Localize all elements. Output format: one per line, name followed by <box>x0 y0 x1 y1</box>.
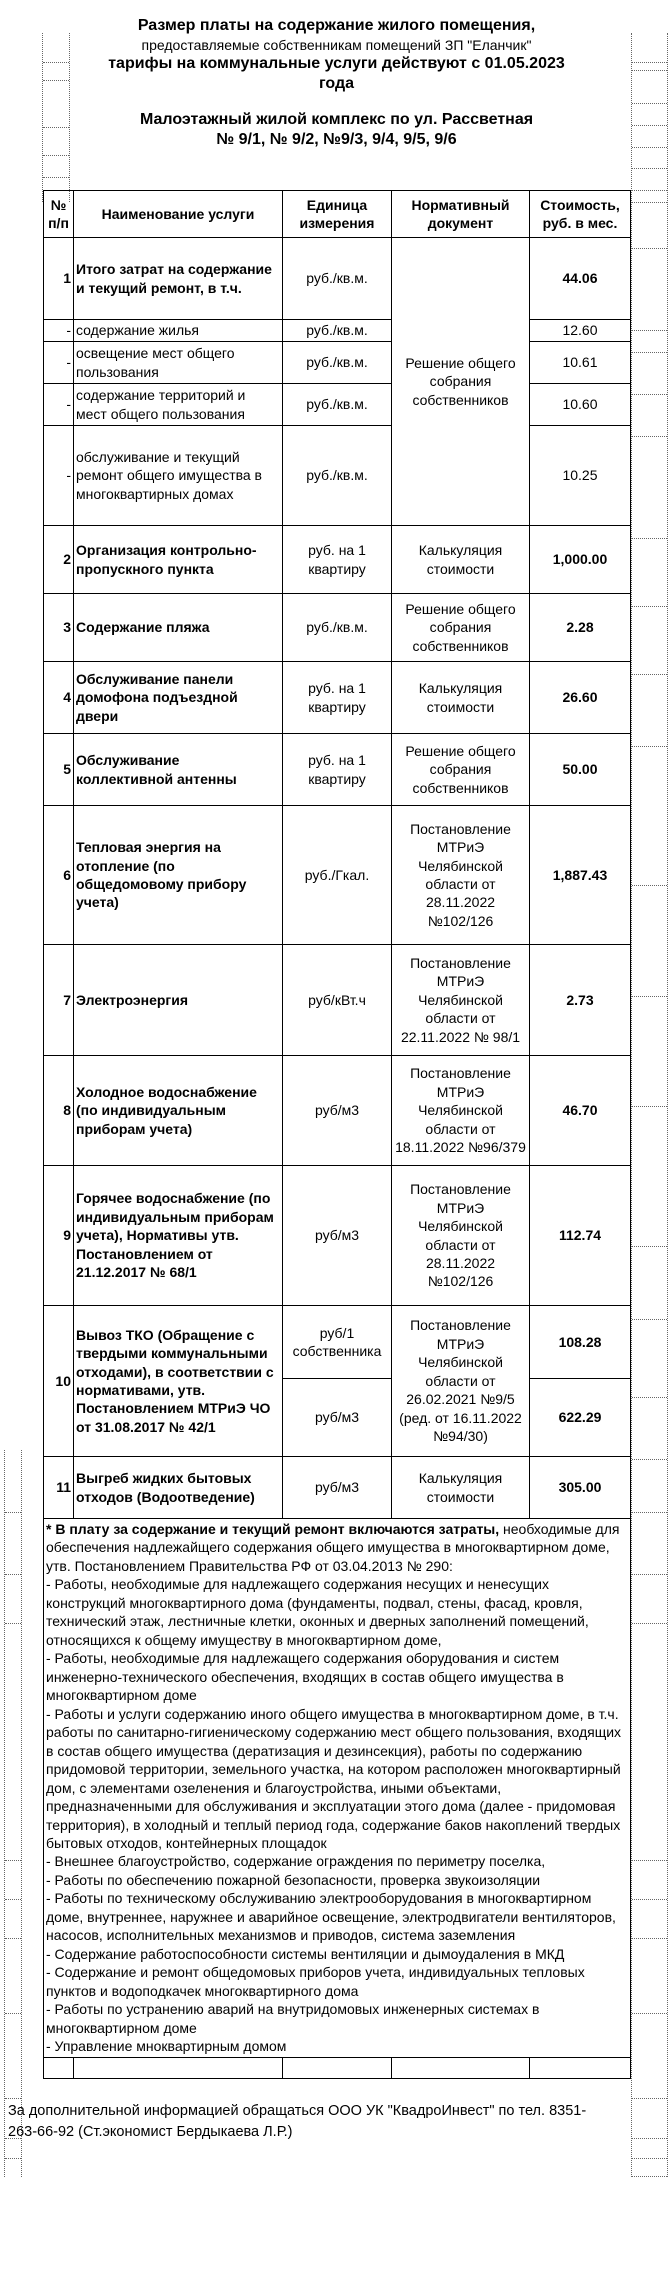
column-header-1: Наименование услуги <box>74 191 283 238</box>
column-header-3: Нормативный документ <box>392 191 530 238</box>
gridline-tick <box>632 1512 667 1513</box>
cell-unit: руб./кв.м. <box>283 594 392 662</box>
gridline-tick <box>632 436 667 437</box>
gridline-tick <box>632 674 667 675</box>
empty-bottom-row <box>44 2057 631 2078</box>
page-subtitle: предоставляемые собственникам помещений ЗП "Еланчик" <box>141 37 532 53</box>
cell-unit: руб/м3 <box>283 1457 392 1519</box>
house-numbers: № 9/1, № 9/2, №9/3, 9/4, 9/5, 9/6 <box>216 131 457 148</box>
cell-name: Итого затрат на содержание и текущий ремонт, в т.ч. <box>74 238 283 320</box>
gridline-tick <box>632 1623 667 1624</box>
cell-doc: Постановление МТРиЭ Челябинской области от 28.11.2022 №102/126 <box>392 806 530 945</box>
cell-unit: руб./кв.м. <box>283 342 392 384</box>
footnote-item: - Управление мноквартирным домом <box>46 2038 287 2055</box>
table-row <box>44 662 631 734</box>
column-header-4: Стоимость, руб. в мес. <box>530 191 631 238</box>
gridline-tick <box>5 1512 21 1513</box>
cell-num: - <box>44 320 74 342</box>
cell-num: 8 <box>44 1056 74 1166</box>
cell-name: Организация контрольно-пропускного пункта <box>74 526 283 594</box>
cell-name: Горячее водоснабжение (по индивидуальным приборам учета), Нормативы утв. Постановлением от 21.12.2017 № 68/1 <box>74 1166 283 1306</box>
table-row <box>44 426 631 526</box>
cell-unit: руб./Гкал. <box>283 806 392 945</box>
gridline-tick <box>632 2098 667 2099</box>
cell-cost: 26.60 <box>530 662 631 734</box>
gridline-tick <box>632 330 667 331</box>
cell-name: Обслуживание панели домофона подъездной двери <box>74 662 283 734</box>
gridline-tick <box>632 1860 667 1861</box>
cell-num: 4 <box>44 662 74 734</box>
cell-doc: Постановление МТРиЭ Челябинской области от 26.02.2021 №9/5 (ред. от 16.11.2022 №94/30) <box>392 1306 530 1457</box>
tariff-effective-date-line: тарифы на коммунальные услуги действуют с 01.05.2023 <box>108 55 565 72</box>
cell-unit: руб/м3 <box>283 1056 392 1166</box>
gridline-strip-right <box>631 33 668 2177</box>
cell-unit: руб. на 1 квартиру <box>283 662 392 734</box>
cell-cost: 44.06 <box>530 238 631 320</box>
empty-cell <box>530 2057 631 2078</box>
cell-unit: руб/м3 <box>283 1166 392 1306</box>
gridline-tick <box>632 2158 667 2159</box>
gridline-tick <box>632 248 667 249</box>
cell-num: 3 <box>44 594 74 662</box>
footnote-text: * В плату за содержание и текущий ремонт включаются затраты, необходимые для обеспечения надлежайщего содержания общего имущества в многоквартирном доме, утв. Постановлением Правительства РФ от 03.04.2013 № 290: - Работы, необходимые для надлежащего содержания несущих и ненесущих конструкций многоквартирного дома (фундаменты, подвал, стены, фасад, кровля, технический этаж, лестничные клетки, оконных и дверных заполнений помещений, относящихся к общему имуществу в многоквартирном доме, - Работы, необходимые для надлежащего содержания оборудования и систем инженерно-технического обеспечения, входящих в состав общего имущества в многоквартирном доме - Работы и услуги содержанию иного общего имущества в многоквартирном доме, в т.ч. работы по санитарно-гигиеническому содержанию мест общего пользования, входящих в состав общего имущества (дератизация и дезинсекция), работы по содержанию придомовой территории, земельного участка, на котором расположен многоквартирный дом, с элементами озеленения и благоустройства, иными объектами, предназначенными для обслуживания и эксплуатации этого дома (далее - придомовая территория), в холодный и теплый период года, содержание баков накоплений твердых бытовых отходов, контейнерных площадок - Внешнее благоустройство, содержание ограждения по периметру поселка, - Работы по обеспечению пожарной безопасности, проверка звукоизоляции - Работы по техническому обслуживанию электрооборудования в многоквартирном доме, внутреннее, наружнее и аварийное освещение, электродвигатели вентиляторов, насосов, исполнительных механизмов и приводов, система заземления - Содержание работоспособности системы вентиляции и дымоудаления в МКД - Содержание и ремонт общедомовых приборов учета, индивидуальных тепловых пунктов и водоподкачек многоквартирного дома - Работы по устранению аварий на внутридомовых инженерных системах в многоквартирном доме - Управление мноквартирным домом <box>44 1519 631 2058</box>
cell-num: 11 <box>44 1457 74 1519</box>
cell-unit: руб./кв.м. <box>283 320 392 342</box>
gridline-tick <box>632 1397 667 1398</box>
table-row <box>44 238 631 320</box>
gridline-tick <box>632 1899 667 1900</box>
cell-name: Обслуживание коллективной антенны <box>74 734 283 806</box>
cell-name: Тепловая энергия на отопление (по общедомовому прибору учета) <box>74 806 283 945</box>
cell-num: 7 <box>44 945 74 1056</box>
cell-name: освещение мест общего пользования <box>74 342 283 384</box>
footnote-item: - Внешнее благоустройство, содержание ограждения по периметру поселка, <box>46 1853 546 1870</box>
cell-doc: Решение общего собрания собственников <box>392 238 530 526</box>
gridline-tick <box>632 202 667 203</box>
cell-cost: 46.70 <box>530 1056 631 1166</box>
table-row <box>44 384 631 426</box>
empty-cell <box>44 2057 74 2078</box>
footnote-item: - Работы по техническому обслуживанию электрооборудования в многоквартирном доме, внутреннее, наружнее и аварийное освещение, электродвигатели вентиляторов, насосов, исполнительных механизмов и приводов, система заземления <box>46 1890 616 1944</box>
gridline-tick <box>5 2098 21 2099</box>
cell-cost: 50.00 <box>530 734 631 806</box>
document-header <box>43 16 630 150</box>
gridline-tick <box>632 746 667 747</box>
cell-cost: 12.60 <box>530 320 631 342</box>
cell-name: содержание жилья <box>74 320 283 342</box>
cell-cost: 2.28 <box>530 594 631 662</box>
table-row <box>44 342 631 384</box>
cell-cost: 10.60 <box>530 384 631 426</box>
gridline-tick <box>632 1459 667 1460</box>
footnote-item: - Содержание и ремонт общедомовых приборов учета, индивидуальных тепловых пунктов и водоподкачек многоквартирного дома <box>46 1964 585 1999</box>
cell-cost: 108.28 <box>530 1306 631 1379</box>
table-row <box>44 594 631 662</box>
cell-num: 1 <box>44 238 74 320</box>
cell-num: - <box>44 342 74 384</box>
gridline-tick <box>632 103 667 104</box>
cell-name: Электроэнергия <box>74 945 283 1056</box>
gridline-tick <box>5 1938 21 1939</box>
gridline-tick <box>5 1899 21 1900</box>
table-row <box>44 734 631 806</box>
gridline-tick <box>632 2176 667 2177</box>
gridline-tick <box>632 1938 667 1939</box>
footnote-row <box>44 1519 631 2058</box>
gridline-tick <box>632 2013 667 2014</box>
cell-num: 10 <box>44 1306 74 1457</box>
cell-cost: 10.61 <box>530 342 631 384</box>
cell-doc: Постановление МТРиЭ Челябинской области от 22.11.2022 № 98/1 <box>392 945 530 1056</box>
empty-cell <box>74 2057 283 2078</box>
gridline-tick <box>632 538 667 539</box>
table-row <box>44 1056 631 1166</box>
footnote-item: - Работы, необходимые для надлежащего содержания оборудования и систем инженерно-технического обеспечения, входящих в состав общего имущества в многоквартирном доме <box>46 1650 564 1704</box>
table-row <box>44 806 631 945</box>
gridline-tick <box>632 70 667 71</box>
table-row <box>44 1457 631 1519</box>
cell-name: содержание территорий и мест общего пользования <box>74 384 283 426</box>
cell-doc: Калькуляция стоимости <box>392 526 530 594</box>
cell-cost: 305.00 <box>530 1457 631 1519</box>
gridline-tick <box>632 1319 667 1320</box>
cell-unit: руб/кВт.ч <box>283 945 392 1056</box>
cell-unit: руб./кв.м. <box>283 384 392 426</box>
cell-unit: руб/м3 <box>283 1379 392 1457</box>
gridline-tick <box>632 125 667 126</box>
cell-name: Содержание пляжа <box>74 594 283 662</box>
cell-unit: руб/1 собственника <box>283 1306 392 1379</box>
cell-unit: руб. на 1 квартиру <box>283 526 392 594</box>
footnote-intro-bold: * В плату за содержание и текущий ремонт включаются затраты, <box>46 1521 500 1537</box>
cell-num: 6 <box>44 806 74 945</box>
cell-name: Вывоз ТКО (Обращение с твердыми коммунальными отходами), в соответствии с нормативами, утв. Постановлением МТРиЭ ЧО от 31.08.2017 № 42/1 <box>74 1306 283 1457</box>
cell-cost: 10.25 <box>530 426 631 526</box>
gridline-tick <box>632 352 667 353</box>
cell-name: Выгреб жидких бытовых отходов (Водоотведение) <box>74 1457 283 1519</box>
table-row <box>44 320 631 342</box>
cell-cost: 2.73 <box>530 945 631 1056</box>
cell-doc: Постановление МТРиЭ Челябинской области от 28.11.2022 №102/126 <box>392 1166 530 1306</box>
footnote-item: - Работы по обеспечению пожарной безопасности, проверка звукоизоляции <box>46 1871 541 1888</box>
table-row <box>44 945 631 1056</box>
page-title: Размер платы на содержание жилого помещения, <box>137 17 536 34</box>
gridline-tick <box>632 606 667 607</box>
footnote-item: - Работы, необходимые для надлежащего содержания несущих и ненесущих конструкций многоквартирного дома (фундаменты, подвал, стены, фасад, кровля, технический этаж, лестничные клетки, оконных и дверных заполнений помещений, относящихся к общему имуществу в многоквартирном доме, <box>46 1576 589 1648</box>
contact-info: За дополнительной информацией обращаться ООО УК "КвадроИнвест" по тел. 8351-263-66-92 (Ст.экономист Бердыкаева Л.Р.) <box>8 2103 587 2140</box>
cell-cost: 112.74 <box>530 1166 631 1306</box>
cell-num: 5 <box>44 734 74 806</box>
gridline-tick <box>5 2158 21 2159</box>
cell-unit: руб./кв.м. <box>283 238 392 320</box>
cell-num: - <box>44 384 74 426</box>
cell-unit: руб./кв.м. <box>283 426 392 526</box>
cell-cost: 1,887.43 <box>530 806 631 945</box>
column-header-0: № п/п <box>44 191 74 238</box>
tariff-table-header <box>44 191 631 238</box>
gridline-tick <box>632 62 667 63</box>
gridline-tick <box>5 1574 21 1575</box>
cell-unit: руб. на 1 квартиру <box>283 734 392 806</box>
complex-name: Малоэтажный жилой комплекс по ул. Рассветная <box>139 111 534 128</box>
footnote-item: - Содержание работоспособности системы вентиляции и дымоудаления в МКД <box>46 1945 565 1962</box>
gridline-tick <box>632 885 667 886</box>
gridline-tick <box>632 2138 667 2139</box>
cell-doc: Калькуляция стоимости <box>392 1457 530 1519</box>
gridline-tick <box>632 996 667 997</box>
tariff-table <box>43 190 631 2079</box>
cell-doc: Калькуляция стоимости <box>392 662 530 734</box>
gridline-tick <box>5 2013 21 2014</box>
cell-name: обслуживание и текущий ремонт общего имущества в многоквартирных домах <box>74 426 283 526</box>
empty-cell <box>283 2057 392 2078</box>
cell-num: - <box>44 426 74 526</box>
tariff-effective-date-line2: года <box>318 75 355 92</box>
table-row <box>44 526 631 594</box>
gridline-tick <box>5 1623 21 1624</box>
table-row <box>44 1306 631 1379</box>
cell-name: Холодное водоснабжение (по индивидуальным приборам учета) <box>74 1056 283 1166</box>
cell-doc: Постановление МТРиЭ Челябинской области от 18.11.2022 №96/379 <box>392 1056 530 1166</box>
gridline-strip-left-bottom <box>4 1450 22 2177</box>
cell-cost: 622.29 <box>530 1379 631 1457</box>
document-sheet <box>43 16 630 2079</box>
column-header-2: Единица измерения <box>283 191 392 238</box>
gridline-tick <box>632 1106 667 1107</box>
empty-cell <box>392 2057 530 2078</box>
cell-cost: 1,000.00 <box>530 526 631 594</box>
gridline-tick <box>632 394 667 395</box>
gridline-tick <box>5 1860 21 1861</box>
gridline-tick <box>632 168 667 169</box>
cell-num: 2 <box>44 526 74 594</box>
cell-num: 9 <box>44 1166 74 1306</box>
gridline-tick <box>632 190 667 191</box>
footnote-item: - Работы и услуги содержанию иного общего имущества в многоквартирном доме, в т.ч. работы по санитарно-гигиеническому содержанию мест общего пользования, входящих в состав общего имущества (дератизация и дезинсекция), работы по содержанию придомовой территории, земельного участка, на котором расположен многоквартирный дом, с элементами озеленения и благоустройства, иными объектами, предназначенными для обслуживания и эксплуатации этого дома (далее - придомовая территория), в холодный и теплый период года, содержание баков накоплений твердых бытовых отходов, контейнерных площадок <box>46 1705 622 1851</box>
gridline-tick <box>632 147 667 148</box>
cell-doc: Решение общего собрания собственников <box>392 594 530 662</box>
gridline-tick <box>632 1574 667 1575</box>
cell-doc: Решение общего собрания собственников <box>392 734 530 806</box>
table-row <box>44 1166 631 1306</box>
footnote-item: - Работы по устранению аварий на внутридомовых инженерных системах в многоквартирном доме <box>46 2001 540 2036</box>
gridline-tick <box>632 1246 667 1247</box>
